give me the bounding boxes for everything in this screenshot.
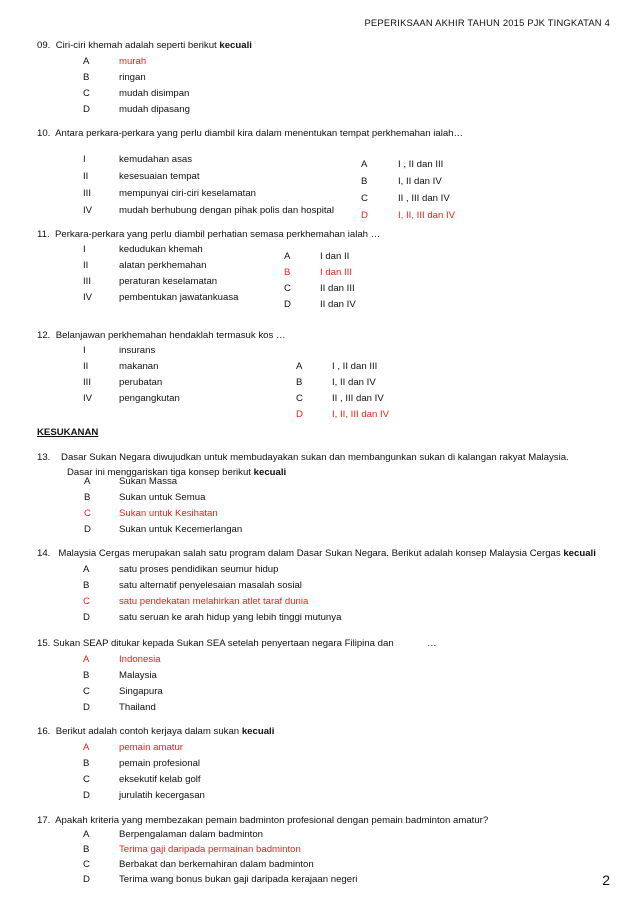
question-10-stem	[37, 128, 463, 139]
question-keyword: kecuali	[241, 726, 275, 737]
question-11-stem	[37, 229, 380, 240]
option-text-answer: pemain amatur	[119, 742, 183, 753]
option-text: mudah disimpan	[119, 88, 190, 99]
item-roman: III	[83, 377, 91, 388]
question-text: Sukan SEAP ditukar kepada Sukan SEA setelah penyertaan negara Filipina dan	[53, 638, 394, 649]
page-number: 2	[602, 872, 610, 888]
question-number: 09.	[37, 40, 51, 51]
option-letter: B	[83, 670, 90, 681]
option-text: Berpengalaman dalam badminton	[119, 829, 263, 840]
question-text: Antara perkara-perkara yang perlu diambil kira dalam menentukan tempat perkhemahan ialah…	[55, 128, 464, 139]
question-keyword: kecuali	[219, 40, 252, 51]
item-roman: I	[83, 345, 86, 356]
option-letter: C	[83, 774, 90, 785]
question-text: Malaysia Cergas merupakan salah satu program dalam Dasar Sukan Negara. Berikut adalah konsep Malaysia Cergas	[58, 548, 561, 559]
option-text: ringan	[119, 72, 146, 83]
question-text: Belanjawan perkhemahan hendaklah termasuk kos …	[55, 330, 286, 341]
option-text: Terima wang bonus bukan gaji daripada kerajaan negeri	[119, 874, 358, 885]
option-text: I, II dan IV	[398, 176, 442, 187]
question-number: 16.	[37, 726, 51, 737]
item-text: kesesuaian tempat	[119, 171, 200, 182]
option-letter: A	[296, 361, 303, 372]
page-header: PEPERIKSAAN AKHIR TAHUN 2015 PJK TINGKATAN 4	[364, 17, 610, 28]
item-roman: II	[83, 171, 89, 182]
option-text: Sukan untuk Kecemerlangan	[119, 524, 243, 535]
option-letter-answer: B	[284, 267, 291, 278]
option-text: II dan III	[320, 283, 355, 294]
item-roman: I	[83, 244, 86, 255]
item-text: pengangkutan	[119, 393, 180, 404]
option-text-answer: Sukan untuk Kesihatan	[119, 508, 218, 519]
option-letter: D	[83, 104, 90, 115]
option-letter: B	[296, 377, 303, 388]
section-heading: KESUKANAN	[37, 427, 99, 438]
option-letter: B	[83, 844, 90, 855]
option-text: II , III dan IV	[332, 393, 384, 404]
option-text: I , II dan III	[398, 159, 444, 170]
item-text: makanan	[119, 361, 159, 372]
question-number: 10.	[37, 128, 51, 139]
option-letter-answer: D	[361, 210, 368, 221]
question-keyword: kecuali	[563, 548, 596, 559]
question-17-stem	[37, 815, 488, 826]
question-number: 12.	[37, 330, 51, 341]
option-text: I, II dan IV	[332, 377, 376, 388]
question-15-stem	[37, 638, 394, 649]
option-letter: C	[83, 88, 90, 99]
option-text: Sukan Massa	[119, 476, 178, 487]
item-roman: III	[83, 188, 91, 199]
question-text: Ciri-ciri khemah adalah seperti berikut	[55, 40, 217, 51]
option-letter: B	[361, 176, 368, 187]
option-text: satu alternatif penyelesaian masalah sosial	[119, 580, 302, 591]
item-roman: II	[83, 260, 89, 271]
option-letter: C	[361, 193, 368, 204]
option-text: Sukan untuk Semua	[119, 492, 206, 503]
option-text-answer: murah	[119, 56, 147, 67]
question-9-stem	[37, 40, 252, 51]
item-text: pembentukan jawatankuasa	[119, 292, 239, 303]
option-text: satu proses pendidikan seumur hidup	[119, 564, 279, 575]
option-letter: A	[83, 56, 90, 67]
item-text: insurans	[119, 345, 156, 356]
option-letter-answer: C	[84, 508, 91, 519]
item-text: mudah berhubung dengan pihak polis dan hospital	[119, 205, 334, 216]
item-roman: II	[83, 361, 89, 372]
option-letter: A	[284, 251, 291, 262]
option-letter: C	[296, 393, 303, 404]
option-text-answer: I, II, III dan IV	[332, 409, 390, 420]
item-roman: IV	[83, 205, 93, 216]
option-text: II , III dan IV	[398, 193, 450, 204]
item-text: perubatan	[119, 377, 163, 388]
option-letter: D	[83, 874, 90, 885]
item-text: peraturan keselamatan	[119, 276, 218, 287]
item-text: alatan perkhemahan	[119, 260, 207, 271]
item-text: kemudahan asas	[119, 154, 193, 165]
question-number: 17.	[37, 815, 51, 826]
option-text: pemain profesional	[119, 758, 201, 769]
option-text: Malaysia	[119, 670, 157, 681]
option-letter: B	[83, 758, 90, 769]
option-letter-answer: D	[296, 409, 303, 420]
option-letter: D	[83, 612, 90, 623]
question-text: Dasar ini menggariskan tiga konsep berikut	[67, 467, 251, 478]
item-roman: IV	[83, 393, 93, 404]
question-text: Apakah kriteria yang membezakan pemain badminton profesional dengan pemain badminton amatur?	[55, 815, 489, 826]
option-letter: D	[83, 702, 90, 713]
option-letter: C	[83, 686, 90, 697]
option-letter: B	[83, 580, 90, 591]
item-roman: I	[83, 154, 86, 165]
option-letter: B	[83, 72, 90, 83]
question-number: 15.	[37, 638, 51, 649]
option-text: I dan II	[320, 251, 350, 262]
question-text: Berikut adalah contoh kerjaya dalam sukan	[55, 726, 240, 737]
option-letter: D	[83, 790, 90, 801]
item-text: kedudukan khemah	[119, 244, 203, 255]
option-text: I , II dan III	[332, 361, 378, 372]
option-text: Singapura	[119, 686, 163, 697]
option-letter: C	[83, 859, 90, 870]
option-letter: D	[284, 299, 291, 310]
question-text: Perkara-perkara yang perlu diambil perhatian semasa perkhemahan ialah …	[54, 229, 381, 240]
option-text: Thailand	[119, 702, 156, 713]
option-text: jurulatih kecergasan	[119, 790, 205, 801]
option-text-answer: Terima gaji daripada permainan badminton	[119, 844, 301, 855]
option-text: satu seruan ke arah hidup yang lebih tinggi mutunya	[119, 612, 342, 623]
option-letter-answer: C	[83, 596, 90, 607]
question-12-stem	[37, 330, 286, 341]
option-text-answer: satu pendekatan melahirkan atlet taraf dunia	[119, 596, 309, 607]
option-text: eksekutif kelab golf	[119, 774, 201, 785]
answer-blank: …	[427, 638, 437, 649]
option-letter: D	[84, 524, 91, 535]
option-letter: A	[361, 159, 368, 170]
question-text: Dasar Sukan Negara diwujudkan untuk membudayakan sukan dan membangunkan sukan di kalangan rakyat Malaysia.	[61, 452, 569, 463]
question-16-stem	[37, 726, 274, 737]
question-keyword: kecuali	[253, 467, 287, 478]
option-text-answer: Indonesia	[119, 654, 161, 665]
option-text: mudah dipasang	[119, 104, 190, 115]
question-number: 11.	[37, 229, 50, 240]
option-letter: C	[284, 283, 291, 294]
item-roman: IV	[83, 292, 93, 303]
option-text: II dan IV	[320, 299, 356, 310]
question-number: 13.	[37, 452, 51, 463]
question-number: 14.	[37, 548, 51, 559]
item-text: mempunyai ciri-ciri keselamatan	[119, 188, 257, 199]
option-text-answer: I dan III	[320, 267, 352, 278]
option-letter: B	[84, 492, 91, 503]
question-14-stem	[37, 548, 596, 559]
option-letter-answer: A	[83, 742, 90, 753]
option-text-answer: I, II, III dan IV	[398, 210, 456, 221]
option-letter-answer: A	[83, 654, 90, 665]
option-letter: A	[83, 829, 90, 840]
option-letter: A	[83, 564, 90, 575]
item-roman: III	[83, 276, 91, 287]
question-13-stem	[37, 452, 569, 463]
option-letter: A	[84, 476, 91, 487]
option-text: Berbakat dan berkemahiran dalam badminton	[119, 859, 314, 870]
